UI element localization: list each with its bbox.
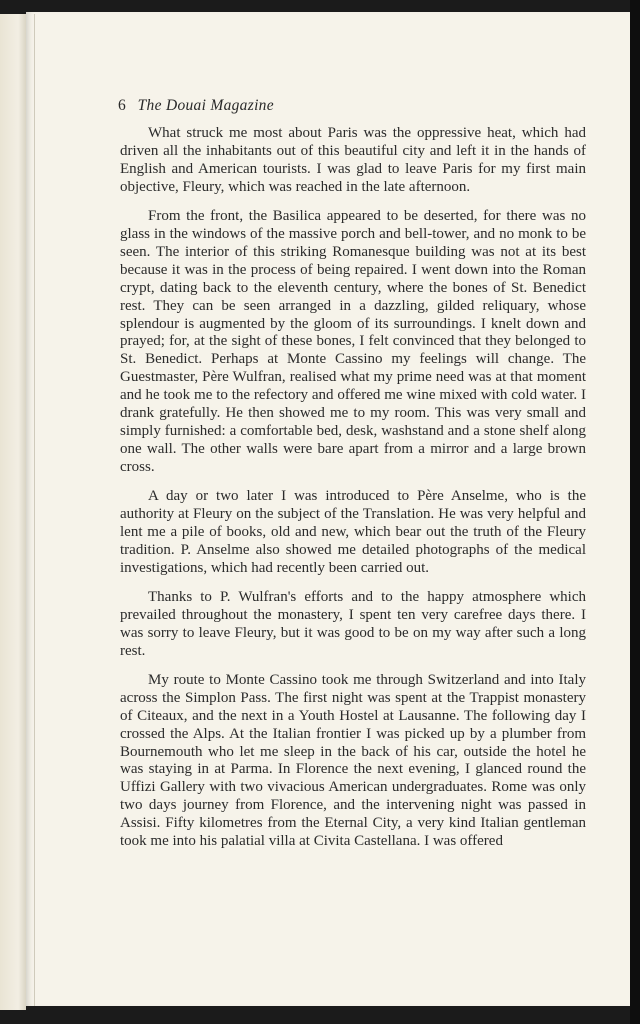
running-header — [118, 97, 274, 115]
scan-border — [630, 0, 640, 1024]
book-fore-edge — [0, 14, 26, 1010]
paragraph-wulfran: Thanks to P. Wulfran's efforts and to the happy atmosphere which prevailed throughout the monastery, I spent ten very carefree days there. I was sorry to leave Fleury, but it was good to be on my way after such a long rest. — [120, 588, 586, 659]
paragraph-anselme: A day or two later I was introduced to Père Anselme, who is the authority at Fleury on the subject of the Translation. He was very helpful and lent me a pile of books, old and new, which bear out the truth of the Fleury tradition. P. Anselme also showed me detailed photographs of the medical investigations, which had recently been carried out. — [120, 488, 586, 576]
paragraph-basilica: From the front, the Basilica appeared to be deserted, for there was no glass in the windows of the massive porch and bell-tower, and no monk to be seen. The interior of this striking Romanesque building was not at its best because it was in the process of being repaired. I went down into the Roman crypt, dating back to the eleventh century, where the bones of St. Benedict rest. They can be seen arranged in a dazzling, gilded reliquary, whose splendour is augmented by the gloom of its surroundings. I knelt down and prayed; for, at the sight of these bones, I felt convinced that they belonged to St. Benedict. Perhaps at Monte Cassino my feelings will change. The Guestmaster, Père Wulfran, realised what my prime need was at that moment and he took me to the refectory and offered me wine mixed with cold water. I drank gratefully. He then showed me to my room. This was very small and simply furnished: a comfortable bed, desk, washstand and a stone shelf along one wall. The other walls were bare apart from a mirror and a large brown cross. — [120, 207, 586, 476]
page-margin-line — [34, 14, 35, 1006]
paragraph-route: My route to Monte Cassino took me through Switzerland and into Italy across the Simplon Pass. The first night was spent at the Trappist monastery of Citeaux, and the next in a Youth Hostel at Lausanne. The following day I crossed the Alps. At the Italian frontier I was picked up by a plumber from Bournemouth who let me sleep in the back of his car, outside the hotel he was staying in at Parma. In Florence the next evening, I glanced round the Uffizi Gallery with two vivacious American undergraduates. Rome was only two days journey from Florence, and the intervening night was passed in Assisi. Fifty kilometres from the Eternal City, a very kind Italian gentleman took me into his palatial villa at Civita Castellana. I was offered — [120, 671, 586, 850]
paragraph-paris: What struck me most about Paris was the oppressive heat, which had driven all the inhabitants out of this beautiful city and left it in the hands of English and American tourists. I was glad to leave Paris for my first main objective, Fleury, which was reached in the late afternoon. — [120, 125, 586, 195]
article-body — [120, 125, 586, 862]
page-number: 6 — [118, 97, 126, 114]
running-title: The Douai Magazine — [137, 97, 274, 114]
